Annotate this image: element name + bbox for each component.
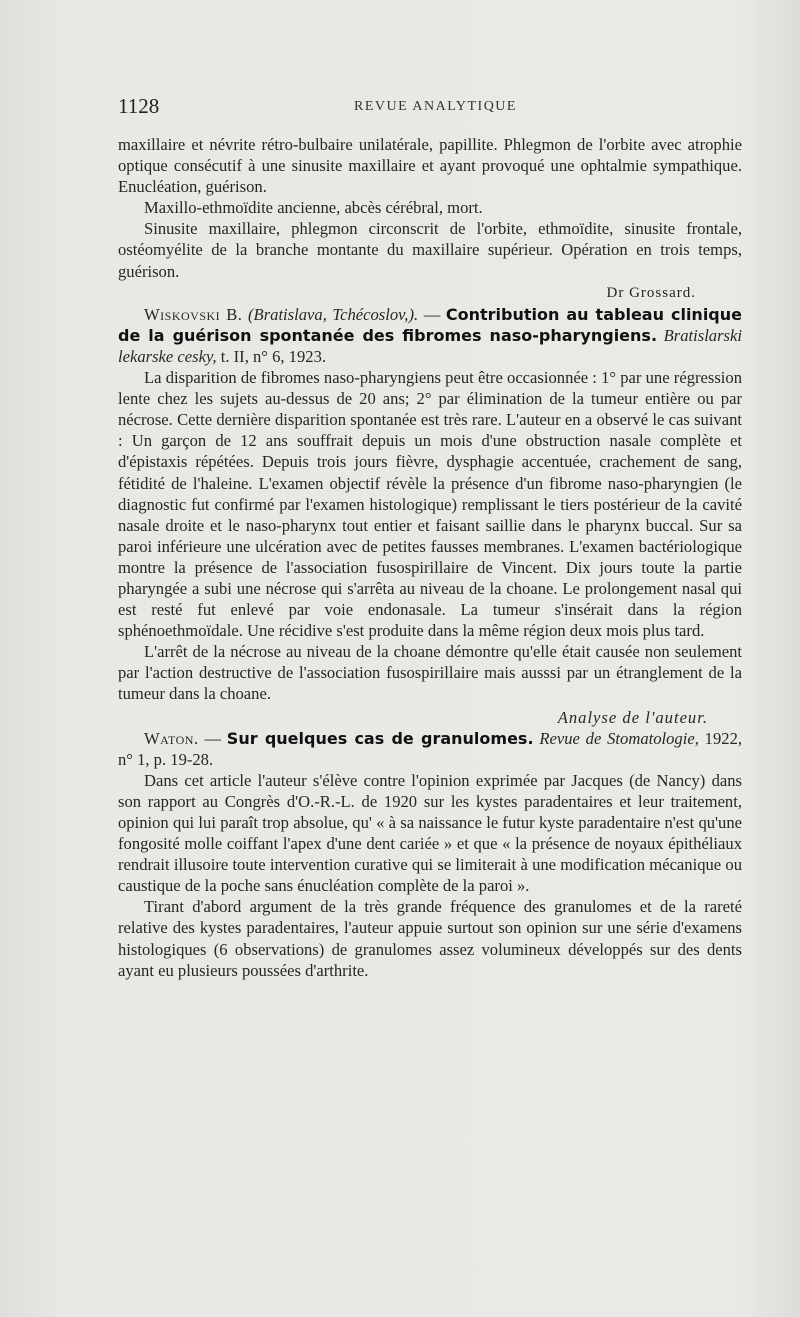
running-title: REVUE ANALYTIQUE [354,99,517,114]
article-1-byline: Analyse de l'auteur. [557,707,708,727]
article-1-location: (Bratislava, Tchécoslov,). [248,304,419,324]
article-1-author: Wiskovski B. [144,304,243,324]
page-header [118,94,738,118]
article-1-heading [118,304,742,367]
article-2-paragraph-2: Tirant d'abord argument de la très grande fréquence des granulomes et de la rareté relative des kystes paradentaires, l'auteur appuie surtout son opinion sur une série d'examens histologiques (6 observations) de granulomes assez volumineux développés sur des dents ayant eu plusieurs poussées d'arthrite. [118,897,742,980]
signature-grossard: Dr Grossard. [606,284,696,301]
article-1-dash: — [418,304,446,324]
article-2-journal: Revue de Stomatologie, [539,728,699,748]
article-2-heading [118,728,742,770]
article-2-reference: 1922, n° 1, p. 19-28. [118,728,743,769]
intro-paragraph-1: maxillaire et névrite rétro-bulbaire unilatérale, papillite. Phlegmon de l'orbite avec atrophie optique consécutif à une sinusite maxillaire et ayant provoqué une ophtalmie sympathique. Enucléation, guérison. [118,135,742,197]
article-2-author: Waton. [144,728,199,748]
article-2-paragraph-1: Dans cet article l'auteur s'élève contre l'opinion exprimée par Jacques (de Nancy) dans son rapport au Congrès d'O.-R.-L. de 1920 sur les kystes paradentaires et leur traitement, opinion qui lui paraît trop absolue, qu' « à sa naissance le futur kyste paradentaire n'est qu'une fongosité molle coiffant l'apex d'une dent cariée » et que « la présence de noyaux épithéliaux rendrait illusoire toute intervention curative qui se limiterait à une modification mécanique ou caustique de la poche sans énucléation complète de la paroi ». [118,770,742,896]
article-2-title: Sur quelques cas de granulomes. [226,728,534,748]
article-1-journal: Bratislarski lekarske cesky, [118,325,742,366]
intro-paragraph-2: Maxillo-ethmoïdite ancienne, abcès cérébral, mort. [144,198,483,218]
intro-paragraph-3: Sinusite maxillaire, phlegmon circonscrit de l'orbite, ethmoïdite, sinusite frontale, ostéomyélite de la branche montante du maxillaire supérieur. Opération en trois temps, guérison. [118,219,742,281]
article-1-paragraph-1: La disparition de fibromes naso-pharyngiens peut être occasionnée : 1° par une régression lente chez les sujets au-dessus de 20 ans; 2° par élimination de la tumeur entière ou par nécrose. Cette dernière disparition spontanée est très rare. L'auteur en a observé le cas suivant : Un garçon de 12 ans souffrait depuis un mois d'une obstruction nasale complète et d'épistaxis répétées. Depuis trois jours fièvre, dysphagie accentuée, crachement de sang, fétidité de l'haleine. L'examen objectif révèle la présence d'un fibrome naso-pharyngien (le diagnostic fut confirmé par l'examen histologique) remplissant le tiers postérieur de la cavité nasale droite et le naso-pharynx tout entier et faisant saillie dans le pharynx buccal. Sur sa paroi inférieure une ulcération avec de petites fausses membranes. L'examen bactériologique montre la présence de l'association fusospirillaire de Vincent. Dix jours toute la partie pharyngée a subi une nécrose qui s'arrêta au niveau de la choane. Le prolongement nasal qui est resté fut enlevé par voie endonasale. La tumeur s'insérait dans la région sphénoethmoïdale. Une récidive s'est produite dans la même région deux mois plus tard. [118,368,742,641]
page-number: 1128 [118,94,160,118]
article-2-dash: — [198,728,227,748]
article-1-title: Contribution au tableau clinique de la guérison spontanée des fibromes naso-pharyngiens. [118,304,742,345]
page-body [118,134,742,981]
article-1-reference: t. II, n° 6, 1923. [220,346,327,366]
article-1-paragraph-2: L'arrêt de la nécrose au niveau de la choane démontre qu'elle était causée non seulement par l'action destructive de l'association fusospirillaire mais ausssi par un étranglement de la tumeur dans la choane. [118,642,742,704]
